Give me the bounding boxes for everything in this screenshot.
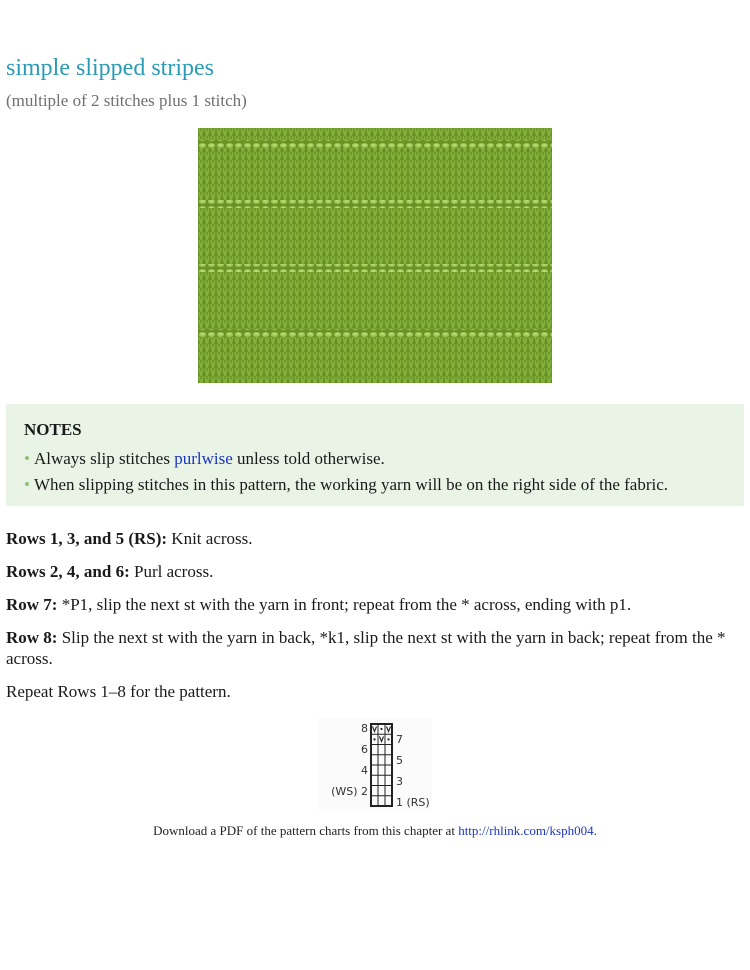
purl-dot-icon [373, 738, 375, 740]
chart-row-label: 6 [361, 743, 368, 756]
row-instruction: Rows 2, 4, and 6: Purl across. [6, 562, 214, 581]
pattern-subtitle: (multiple of 2 stitches plus 1 stitch) [6, 91, 247, 110]
chart-row-label: (WS) 2 [331, 785, 368, 798]
row-instruction: Row 7: *P1, slip the next st with the yarn in front; repeat from the * across, ending with p1. [6, 595, 632, 614]
row-instruction: Rows 1, 3, and 5 (RS): Knit across. [6, 529, 253, 548]
row-instructions [6, 528, 736, 714]
list-item: • When slipping stitches in this pattern, the working yarn will be on the right side of the fabric. [24, 475, 669, 494]
pattern-title: simple slipped stripes [6, 55, 214, 81]
bullet-icon: • [24, 449, 30, 468]
notes-box [6, 404, 744, 506]
chart-row-label: 7 [396, 733, 403, 746]
stitch-chart [318, 719, 432, 811]
knit-swatch-photo [198, 128, 552, 383]
chart-row-label: 8 [361, 722, 368, 735]
chart-row-label: 4 [361, 764, 368, 777]
bullet-icon: • [24, 475, 30, 494]
purlwise-link[interactable]: purlwise [174, 449, 233, 468]
download-link[interactable]: http://rhlink.com/ksph004 [458, 823, 594, 838]
download-note: Download a PDF of the pattern charts from this chapter at http://rhlink.com/ksph004. [153, 823, 597, 838]
chart-row-label: 5 [396, 754, 403, 767]
repeat-instruction: Repeat Rows 1–8 for the pattern. [6, 682, 231, 701]
notes-title: NOTES [24, 420, 82, 439]
purl-dot-icon [380, 728, 382, 730]
chart-row-label: 1 (RS) [396, 796, 430, 809]
notes-list [24, 446, 726, 498]
list-item: • Always slip stitches purlwise unless told otherwise. [24, 449, 385, 468]
purl-dot-icon [387, 738, 389, 740]
row-instruction: Row 8: Slip the next st with the yarn in back, *k1, slip the next st with the yarn in back; repeat from the * across. [6, 628, 726, 668]
chart-row-label: 3 [396, 775, 403, 788]
